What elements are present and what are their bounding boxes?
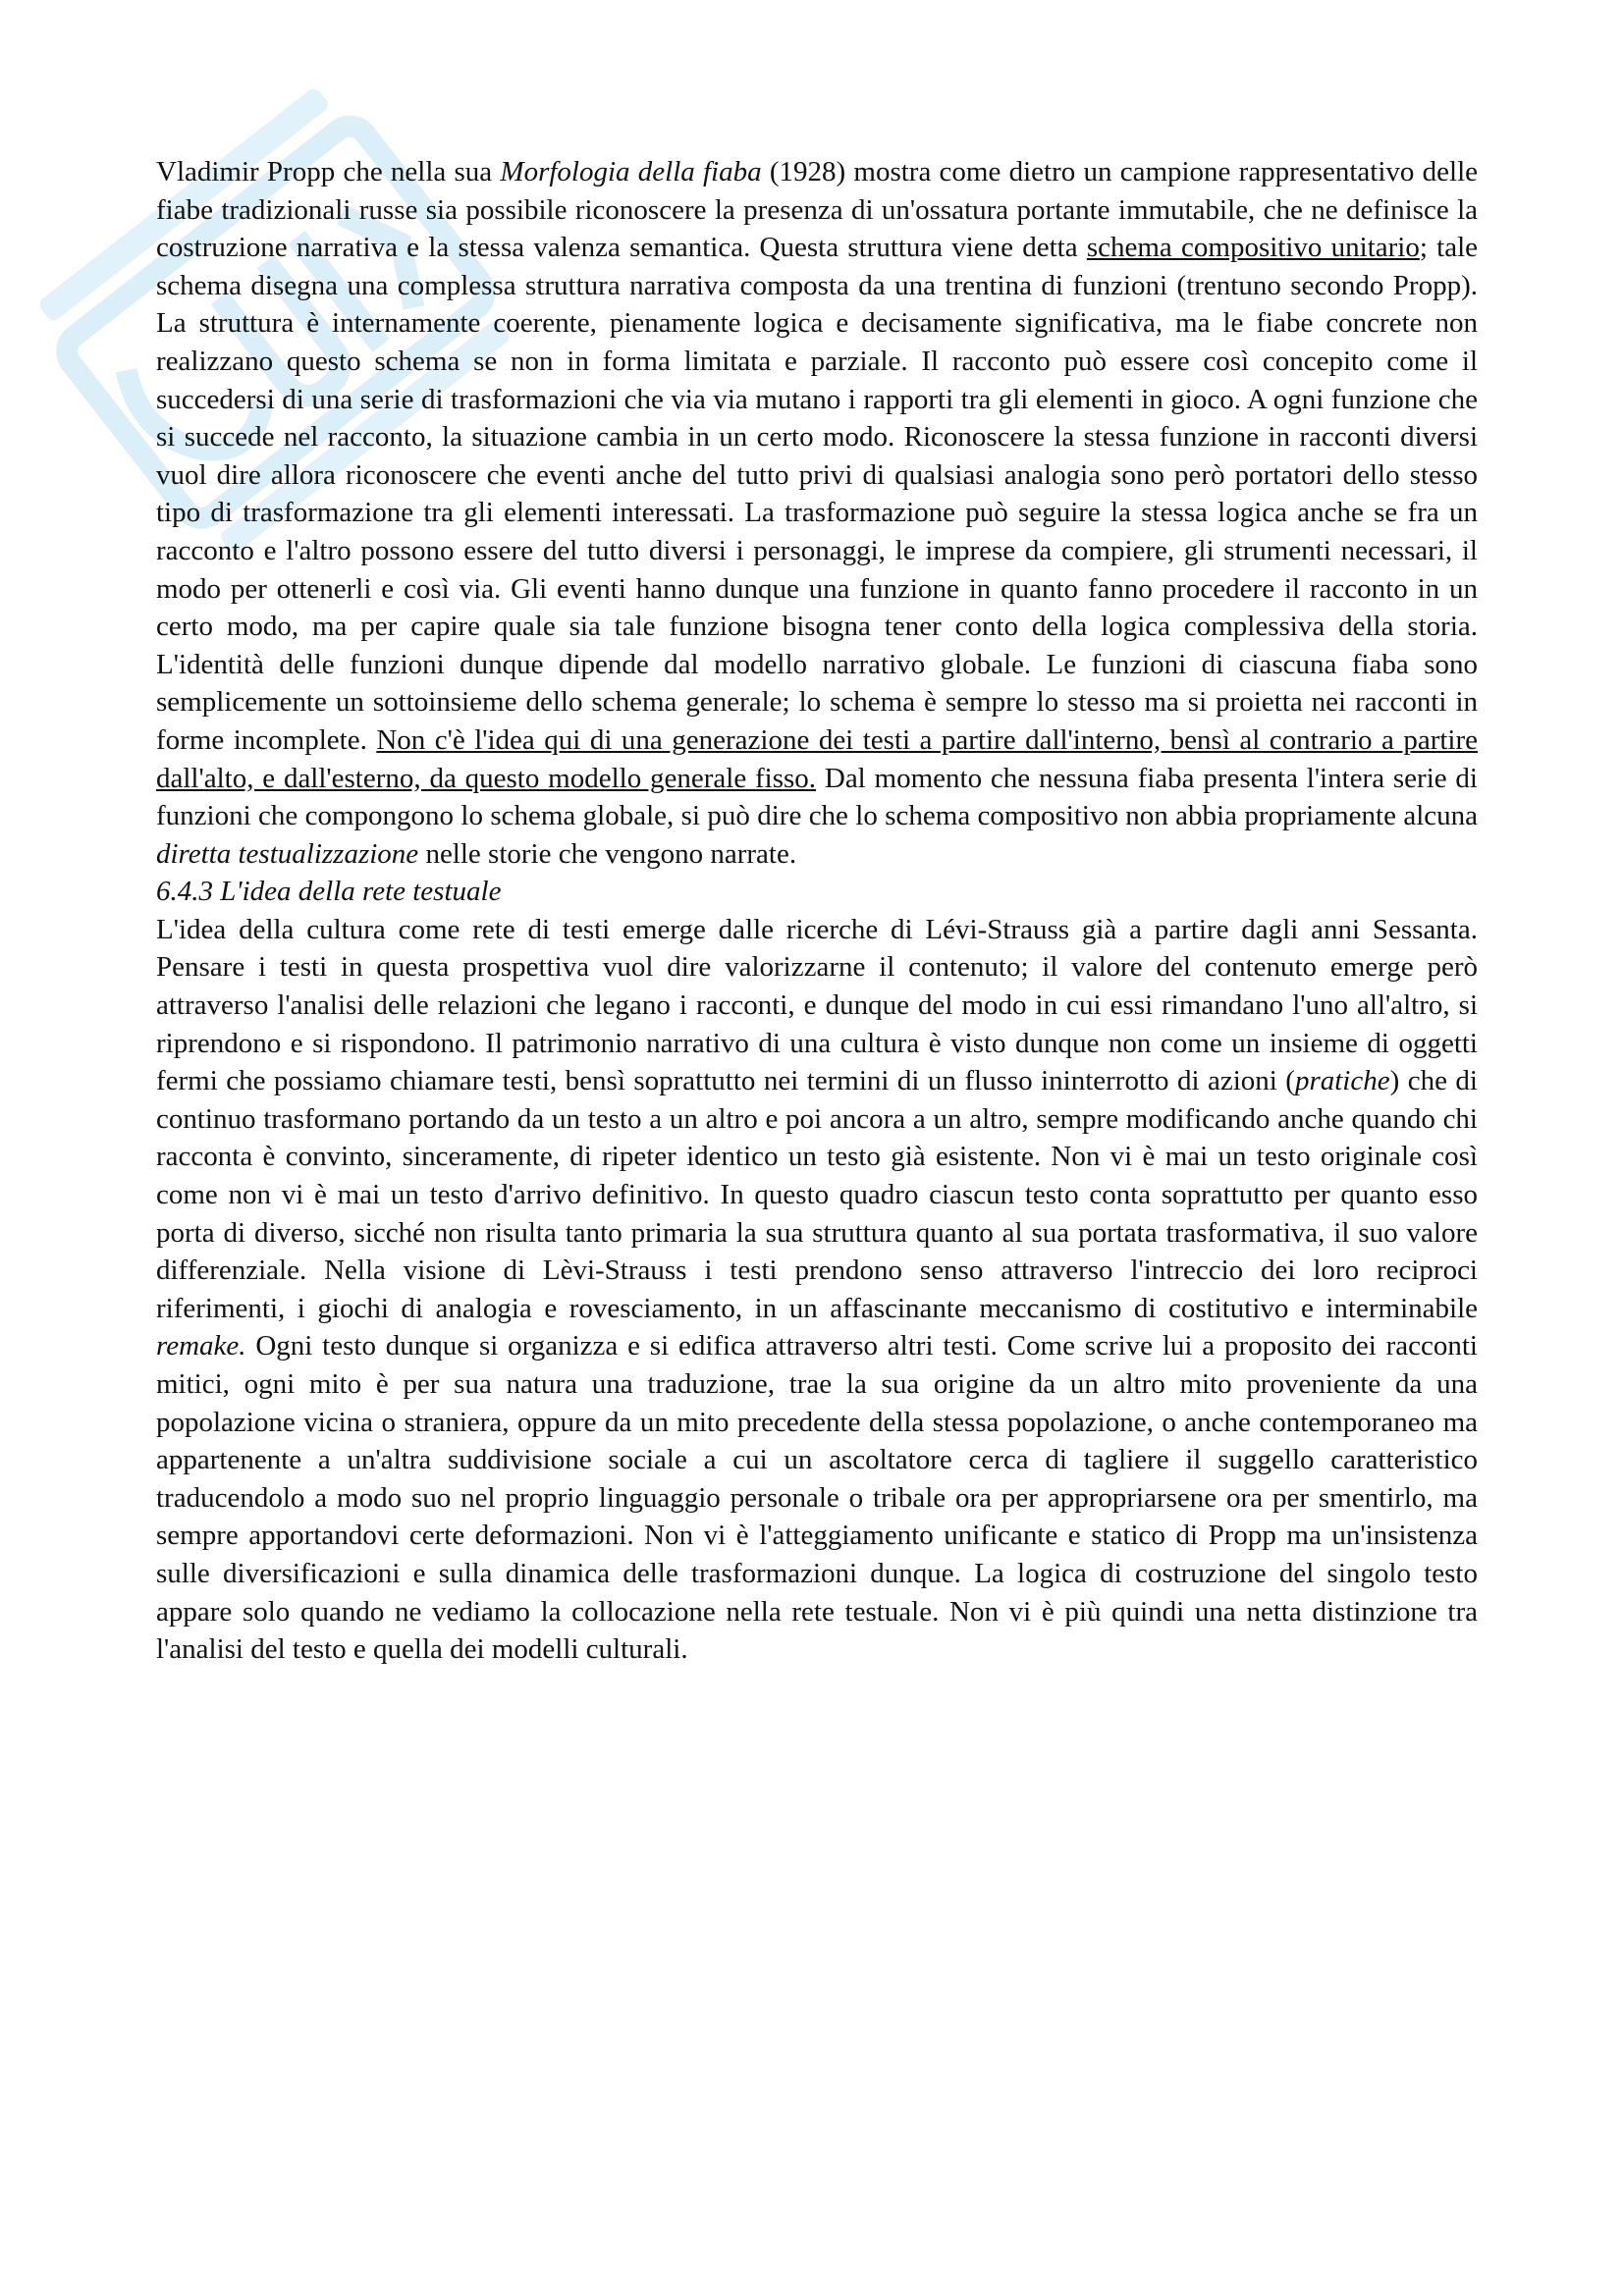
paragraph-1-segment: (1928) mostra come dietro un campione rappresentativo delle fiabe tradizionali russe sia possibile riconoscere la presenza di un'ossatura portante immutabile, che ne definisce la costruzione narrativa e la stessa valenza semantica. Questa struttura viene detta <box>156 156 1479 264</box>
section-heading: 6.4.3 L'idea della rete testuale <box>156 876 502 908</box>
paragraph-propp <box>156 153 1478 873</box>
underlined-passage: Non c'è l'idea qui di una generazione dei testi a partire dall'interno, bensì al contrario a partire dall'alto, e dall'esterno, da questo modello generale fisso. <box>156 723 1478 794</box>
paragraph-1-segment: nelle storie che vengono narrate. <box>418 837 797 870</box>
italic-term-testualizzazione: diretta testualizzazione <box>156 837 419 870</box>
paragraph-2-segment: ) che di continuo trasformano portando da un testo a un altro e poi ancora a un altro, sempre modificando anche quando chi racconta è convinto, sinceramente, di ripeter identico un testo già esistente. Non vi è mai un testo originale così come non vi è mai un testo d'arrivo definitivo. In questo quadro ciascun testo conta soprattutto per quanto esso porta di diverso, sicché non risulta tanto primaria la sua struttura quanto al sua portata trasformativa, il suo valore differenziale. Nella visione di Lèvi-Strauss i testi prendono senso attraverso l'intreccio dei loro reciproci riferimenti, i giochi di analogia e rovesciamento, in un affascinante meccanismo di costitutivo e interminabile <box>156 1065 1478 1324</box>
paragraph-1-segment: Vladimir Propp che nella sua <box>156 156 501 187</box>
italic-term-pratiche: pratiche <box>1294 1065 1390 1097</box>
italic-term-remake: remake. <box>156 1330 246 1362</box>
paragraph-2-segment: Ogni testo dunque si organizza e si edifica attraverso altri testi. Come scrive lui a proposito dei racconti mitici, ogni mito è per sua natura una traduzione, trae la sua origine da un altro mito proveniente da una popolazione vicina o straniera, oppure da un mito precedente della stessa popolazione, o anche contemporaneo ma appartenente a un'altra suddivisione sociale a cui un ascoltatore cerca di tagliere il suggello caratteristico traducendolo a modo suo nel proprio linguaggio personale o tribale ora per appropriarsene ora per smentirlo, ma sempre apportandovi certe deformazioni. Non vi è l'atteggiamento unificante e statico di Propp ma un'insistenza sulle diversificazioni e sulla dinamica delle trasformazioni dunque. La logica di costruzione del singolo testo appare solo quando ne vediamo la collocazione nella rete testuale. Non vi è più quindi una netta distinzione tra l'analisi del testo e quella dei modelli culturali. <box>156 1330 1478 1666</box>
paragraph-1-segment: Dal momento che nessuna fiaba presenta l'intera serie di funzioni che compongono lo schema globale, si può dire che lo schema compositivo non abbia propriamente alcuna <box>156 762 1478 832</box>
paragraph-2-segment: L'idea della cultura come rete di testi emerge dalle ricerche di Lévi-Strauss già a partire dagli anni Sessanta. Pensare i testi in questa prospettiva vuol dire valorizzarne il contenuto; il valore del contenuto emerge però attraverso l'analisi delle relazioni che legano i racconti, e dunque del modo in cui essi rimandano l'uno all'altro, si riprendono e si rispondono. Il patrimonio narrativo di una cultura è visto dunque non come un insieme di oggetti fermi che possiamo chiamare testi, bensì soprattutto nei termini di un flusso ininterrotto di azioni ( <box>156 913 1478 1097</box>
paragraph-rete-testuale <box>156 911 1478 1669</box>
document-body <box>156 153 1478 1669</box>
underlined-term-schema: schema compositivo unitario <box>1086 232 1420 264</box>
paragraph-1-segment: ; tale schema disegna una complessa struttura narrativa composta da una trentina di funzioni (trentuno secondo Propp). La struttura è internamente coerente, pienamente logica e decisamente significativa, ma le fiabe concrete non realizzano questo schema se non in forma limitata e parziale. Il racconto può essere così concepito come il succedersi di una serie di trasformazioni che via via mutano i rapporti tra gli elementi in gioco. A ogni funzione che si succede nel racconto, la situazione cambia in un certo modo. Riconoscere la stessa funzione in racconti diversi vuol dire allora riconoscere che eventi anche del tutto privi di qualsiasi analogia sono però portatori dello stesso tipo di trasformazione tra gli elementi interessati. La trasformazione può seguire la stessa logica anche se fra un racconto e l'altro possono essere del tutto diversi i personaggi, le imprese da compiere, gli strumenti necessari, il modo per ottenerli e così via. Gli eventi hanno dunque una funzione in quanto fanno procedere il racconto in un certo modo, ma per capire quale sia tale funzione bisogna tener conto della logica complessiva della storia. L'identità delle funzioni dunque dipende dal modello narrativo globale. Le funzioni di ciascuna fiaba sono semplicemente un sottoinsieme dello schema generale; lo schema è sempre lo stesso ma si proietta nei racconti in forme incomplete. <box>156 232 1478 756</box>
book-title-morfologia: Morfologia della fiaba <box>500 156 762 187</box>
